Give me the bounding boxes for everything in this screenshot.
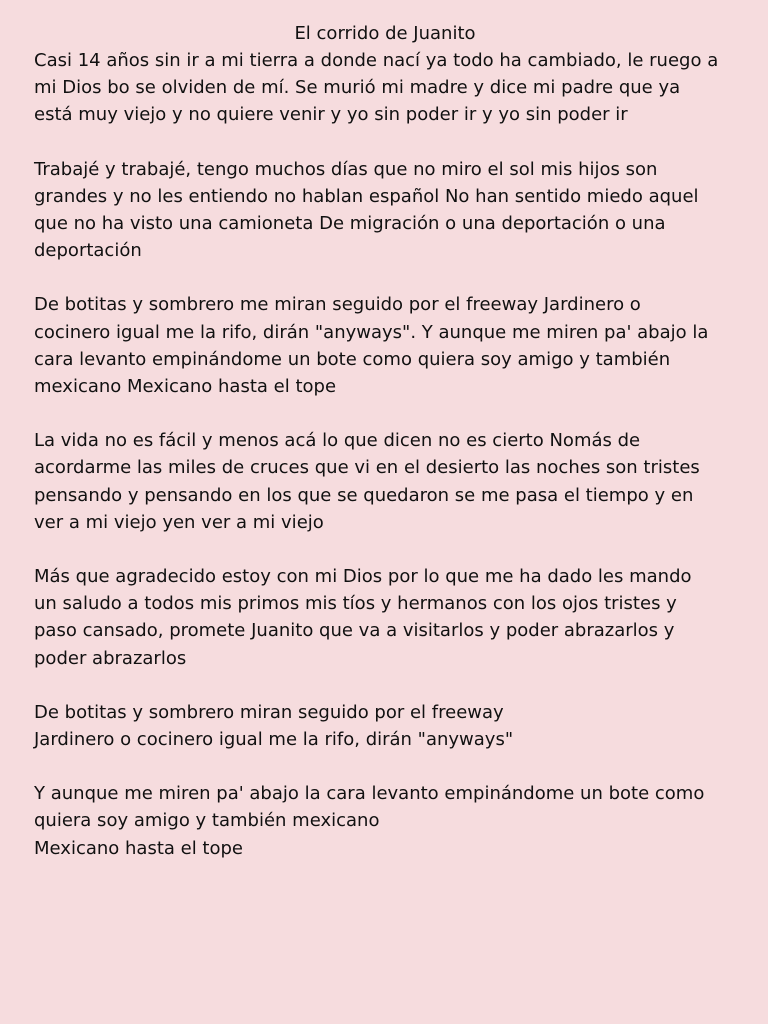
lyric-line: pensando y pensando en los que se quedaron se me pasa el tiempo y en — [34, 484, 694, 506]
stanza — [34, 699, 736, 753]
lyric-line: Mexicano hasta el tope — [34, 837, 244, 859]
lyric-line: poder abrazarlos — [34, 647, 187, 669]
lyric-line: ver a mi viejo yen ver a mi viejo — [34, 511, 324, 533]
lyric-line: cara levanto empinándome un bote como quiera soy amigo y también — [34, 348, 671, 370]
lyric-line: está muy viejo y no quiere venir y yo sin poder ir y yo sin poder ir — [34, 104, 628, 126]
lyric-line: mexicano Mexicano hasta el tope — [34, 376, 337, 398]
stanza — [34, 47, 736, 129]
lyric-line: Casi 14 años sin ir a mi tierra a donde nací ya todo ha cambiado, le ruego a — [34, 50, 719, 71]
stanza — [34, 291, 736, 400]
lyric-line: acordarme las miles de cruces que vi en el desierto las noches son tristes — [34, 457, 700, 479]
lyric-line: que no ha visto una camioneta De migración o una deportación o una — [34, 213, 666, 235]
stanza — [34, 427, 736, 536]
lyric-line: De botitas y sombrero miran seguido por el freeway — [34, 701, 504, 723]
lyric-line: Más que agradecido estoy con mi Dios por lo que me ha dado les mando — [34, 566, 692, 588]
stanza — [34, 780, 736, 862]
document-title: El corrido de Juanito — [294, 23, 476, 44]
stanza — [34, 156, 736, 265]
lyric-line: grandes y no les entiendo no hablan español No han sentido miedo aquel — [34, 185, 699, 207]
lyric-line: De botitas y sombrero me miran seguido por el freeway Jardinero o — [34, 294, 641, 316]
lyric-line: deportación — [34, 240, 142, 262]
lyric-line: Y aunque me miren pa' abajo la cara levanto empinándome un bote como — [34, 783, 705, 805]
lyric-line: quiera soy amigo y también mexicano — [34, 810, 380, 832]
lyric-line: un saludo a todos mis primos mis tíos y hermanos con los ojos tristes y — [34, 593, 677, 615]
lyric-line: La vida no es fácil y menos acá lo que dicen no es cierto Nomás de — [34, 430, 641, 452]
lyric-line: paso cansado, promete Juanito que va a visitarlos y poder abrazarlos y — [34, 620, 675, 642]
lyric-line: mi Dios bo se olviden de mí. Se murió mi madre y dice mi padre que ya — [34, 77, 681, 99]
lyric-line: cocinero igual me la rifo, dirán "anyways". Y aunque me miren pa' abajo la — [34, 321, 709, 343]
lyric-line: Jardinero o cocinero igual me la rifo, dirán "anyways" — [34, 729, 514, 751]
lyric-line: Trabajé y trabajé, tengo muchos días que no miro el sol mis hijos son — [34, 158, 658, 180]
stanza — [34, 563, 736, 672]
lyrics-body — [34, 47, 736, 862]
